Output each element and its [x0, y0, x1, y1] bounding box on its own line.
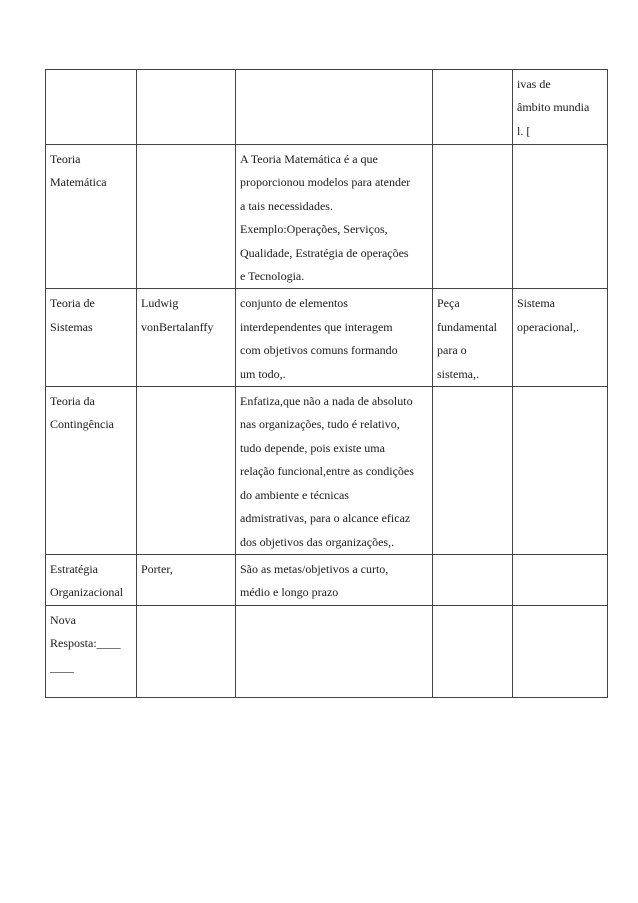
- table-row: [46, 289, 608, 387]
- table-cell: A Teoria Matemática é a que proporcionou modelos para atender a tais necessidades. Exemplo:Operações, Serviços, Qualidade, Estratégia de operações e Tecnologia.: [236, 145, 433, 289]
- table-cell: [513, 605, 608, 697]
- table-cell: conjunto de elementos interdependentes que interagem com objetivos comuns formando um todo,.: [236, 289, 433, 387]
- table-cell: São as metas/objetivos a curto, médio e longo prazo: [236, 554, 433, 605]
- table-cell: [513, 554, 608, 605]
- table-row: [46, 605, 608, 697]
- table-cell: Enfatiza,que não a nada de absoluto nas organizações, tudo é relativo, tudo depende, pois existe uma relação funcional,entre as condições do ambiente e técnicas admistrativas, para o alcance eficaz dos objetivos das organizações,.: [236, 387, 433, 555]
- table-row: [46, 70, 608, 145]
- table-cell: Teoria da Contingência: [46, 387, 137, 555]
- table-cell: [513, 145, 608, 289]
- table-cell: [137, 145, 236, 289]
- table-cell: [433, 554, 513, 605]
- table-cell: [137, 70, 236, 145]
- table-cell: Ludwig vonBertalanffy: [137, 289, 236, 387]
- table-cell: [46, 70, 137, 145]
- table-cell: [433, 70, 513, 145]
- table-cell: [137, 387, 236, 555]
- table-cell: [433, 145, 513, 289]
- table-cell: Estratégia Organizacional: [46, 554, 137, 605]
- table-cell: [236, 70, 433, 145]
- table-cell: Nova Resposta:____ ____: [46, 605, 137, 697]
- table-row: [46, 387, 608, 555]
- table-cell: Porter,: [137, 554, 236, 605]
- table-row: [46, 145, 608, 289]
- table-cell: Sistema operacional,.: [513, 289, 608, 387]
- table-cell: Teoria de Sistemas: [46, 289, 137, 387]
- table-cell: [513, 387, 608, 555]
- table-cell: [433, 387, 513, 555]
- table-cell: Peça fundamental para o sistema,.: [433, 289, 513, 387]
- table-cell: ivas de âmbito mundia l. [: [513, 70, 608, 145]
- table-cell: Teoria Matemática: [46, 145, 137, 289]
- table-cell: [433, 605, 513, 697]
- table-cell: [137, 605, 236, 697]
- table-cell: [236, 605, 433, 697]
- theories-table: [45, 69, 608, 698]
- table-row: [46, 554, 608, 605]
